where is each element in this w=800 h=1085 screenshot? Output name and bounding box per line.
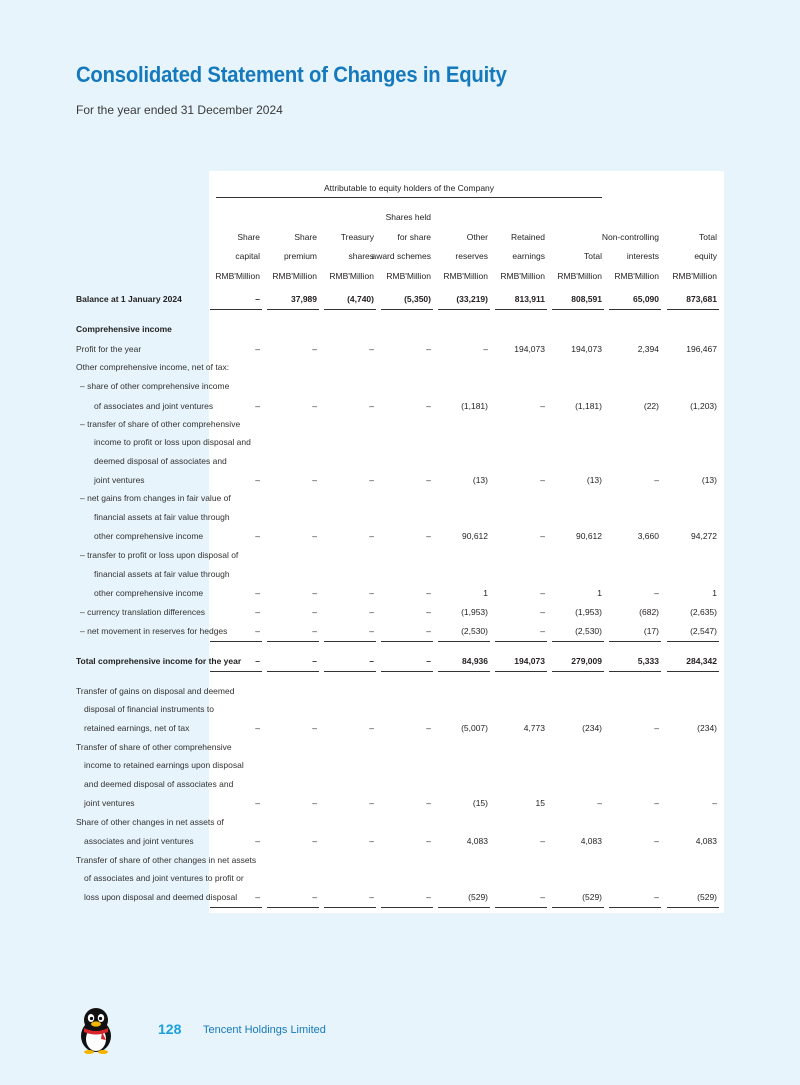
column-rule xyxy=(609,309,661,310)
column-rule xyxy=(210,671,262,672)
column-header-line: Total xyxy=(584,251,602,261)
cell-value: (13) xyxy=(472,475,488,485)
cell-value: – xyxy=(255,626,260,636)
table-row xyxy=(0,719,800,737)
cell-value: – xyxy=(312,607,317,617)
column-rule xyxy=(324,641,376,642)
column-header-line: RMB'Million xyxy=(443,270,488,281)
row-label: financial assets at fair value through xyxy=(94,512,230,522)
cell-value: (1,181) xyxy=(461,401,488,411)
column-header-line: for share xyxy=(397,231,431,242)
table-row xyxy=(0,527,800,545)
column-rule xyxy=(381,671,433,672)
cell-value: – xyxy=(712,798,717,808)
cell-value: (529) xyxy=(582,892,602,902)
cell-value: – xyxy=(369,656,374,666)
column-header-line xyxy=(428,208,488,228)
column-header-line: Total xyxy=(699,231,717,242)
cell-value: – xyxy=(540,836,545,846)
cell-value: (234) xyxy=(582,723,602,733)
cell-value: 90,612 xyxy=(462,531,488,541)
row-label: other comprehensive income xyxy=(94,531,204,541)
cell-value: – xyxy=(255,294,260,304)
cell-value: 4,083 xyxy=(466,836,488,846)
row-label: – currency translation differences xyxy=(80,607,206,617)
cell-value: 94,272 xyxy=(691,531,717,541)
row-label: income to profit or loss upon disposal and xyxy=(94,437,251,447)
column-header-line: Other xyxy=(466,231,488,242)
column-header xyxy=(657,208,717,286)
cell-value: 194,073 xyxy=(514,344,545,354)
cell-value: – xyxy=(426,344,431,354)
column-header xyxy=(314,208,374,286)
column-header-line xyxy=(314,208,374,228)
column-rule xyxy=(667,907,719,908)
cell-value: (2,530) xyxy=(575,626,602,636)
row-label: Total comprehensive income for the year xyxy=(76,656,242,666)
cell-value: – xyxy=(255,607,260,617)
column-rule xyxy=(210,641,262,642)
column-header-line: premium xyxy=(283,251,317,261)
page-title: Consolidated Statement of Changes in Equity xyxy=(76,62,507,87)
row-label: loss upon disposal and deemed disposal xyxy=(84,892,238,902)
table-row xyxy=(0,682,800,700)
cell-value: (13) xyxy=(586,475,602,485)
cell-value: – xyxy=(255,475,260,485)
row-label: other comprehensive income xyxy=(94,588,204,598)
column-rule xyxy=(495,907,547,908)
table-row xyxy=(0,546,800,564)
cell-value: (1,181) xyxy=(575,401,602,411)
cell-value: – xyxy=(312,344,317,354)
row-label: joint ventures xyxy=(84,798,135,808)
table-row xyxy=(0,452,800,470)
table-row xyxy=(0,565,800,583)
row-label: Transfer of share of other changes in net assets xyxy=(76,855,257,865)
cell-value: – xyxy=(540,626,545,636)
cell-value: – xyxy=(426,626,431,636)
column-rule xyxy=(381,641,433,642)
cell-value: – xyxy=(255,401,260,411)
column-header-line xyxy=(200,208,260,228)
cell-value: (15) xyxy=(472,798,488,808)
cell-value: (17) xyxy=(643,626,659,636)
column-rule xyxy=(667,641,719,642)
table-row xyxy=(0,320,800,338)
column-rule xyxy=(552,671,604,672)
column-rule xyxy=(267,907,319,908)
cell-value: – xyxy=(426,531,431,541)
column-header-line: reserves xyxy=(455,251,488,261)
column-header-line: RMB'Million xyxy=(672,270,717,281)
table-row xyxy=(0,652,800,670)
cell-value: – xyxy=(312,531,317,541)
cell-value: – xyxy=(426,588,431,598)
column-header xyxy=(599,208,659,286)
cell-value: 4,083 xyxy=(580,836,602,846)
column-header-line: Shares held xyxy=(385,212,431,222)
cell-value: (1,953) xyxy=(461,607,488,617)
column-header-line: Share xyxy=(237,231,260,242)
cell-value: – xyxy=(597,798,602,808)
column-header-line: Non-controlling xyxy=(601,231,659,242)
cell-value: – xyxy=(654,836,659,846)
table-row xyxy=(0,794,800,812)
cell-value: – xyxy=(312,656,317,666)
column-header-line xyxy=(485,208,545,228)
cell-value: – xyxy=(654,892,659,902)
table-row xyxy=(0,756,800,774)
column-header-line: equity xyxy=(694,251,717,261)
row-label: Comprehensive income xyxy=(76,324,172,334)
cell-value: 284,342 xyxy=(686,656,717,666)
column-rule xyxy=(495,671,547,672)
group-header-rule xyxy=(216,197,602,198)
cell-value: 1 xyxy=(483,588,488,598)
cell-value: – xyxy=(255,588,260,598)
cell-value: – xyxy=(312,588,317,598)
cell-value: 873,681 xyxy=(686,294,717,304)
table-row xyxy=(0,832,800,850)
column-header-line: RMB'Million xyxy=(500,270,545,281)
cell-value: – xyxy=(426,475,431,485)
cell-value: 1 xyxy=(712,588,717,598)
cell-value: – xyxy=(312,836,317,846)
column-header-line: interests xyxy=(626,251,659,261)
cell-value: – xyxy=(369,607,374,617)
cell-value: (529) xyxy=(697,892,717,902)
cell-value: 84,936 xyxy=(462,656,488,666)
table-row xyxy=(0,340,800,358)
cell-value: 1 xyxy=(597,588,602,598)
column-header xyxy=(485,208,545,286)
column-header-line xyxy=(657,208,717,228)
cell-value: – xyxy=(540,401,545,411)
table-row xyxy=(0,869,800,887)
cell-value: – xyxy=(426,798,431,808)
table-row xyxy=(0,433,800,451)
row-label: of associates and joint ventures xyxy=(94,401,214,411)
column-header xyxy=(257,208,317,286)
cell-value: 194,073 xyxy=(571,344,602,354)
column-rule xyxy=(324,907,376,908)
row-label: – share of other comprehensive income xyxy=(80,381,230,391)
row-label: of associates and joint ventures to profit or xyxy=(84,873,244,883)
column-header-line: capital xyxy=(235,251,260,261)
cell-value: 65,090 xyxy=(633,294,659,304)
column-rule xyxy=(438,641,490,642)
cell-value: (529) xyxy=(468,892,488,902)
group-header: Attributable to equity holders of the Company xyxy=(323,183,495,193)
cell-value: – xyxy=(312,892,317,902)
row-label: associates and joint ventures xyxy=(84,836,194,846)
cell-value: – xyxy=(654,588,659,598)
column-rule xyxy=(210,309,262,310)
page-number: 128 xyxy=(158,1021,182,1037)
cell-value: – xyxy=(255,798,260,808)
column-header-line xyxy=(257,208,317,228)
cell-value: (1,203) xyxy=(690,401,717,411)
cell-value: 4,083 xyxy=(695,836,717,846)
cell-value: – xyxy=(369,401,374,411)
column-header-line: earnings xyxy=(512,251,545,261)
cell-value: (5,350) xyxy=(404,294,431,304)
cell-value: 5,333 xyxy=(637,656,659,666)
cell-value: (22) xyxy=(643,401,659,411)
row-label: – transfer of share of other comprehensive xyxy=(80,419,241,429)
cell-value: – xyxy=(255,836,260,846)
cell-value: – xyxy=(426,607,431,617)
cell-value: – xyxy=(540,892,545,902)
cell-value: – xyxy=(312,798,317,808)
cell-value: – xyxy=(255,892,260,902)
row-label: financial assets at fair value through xyxy=(94,569,230,579)
column-rule xyxy=(324,671,376,672)
column-rule xyxy=(552,641,604,642)
column-header-line: Share xyxy=(294,231,317,242)
cell-value: (682) xyxy=(639,607,659,617)
cell-value: – xyxy=(312,723,317,733)
row-label: retained earnings, net of tax xyxy=(84,723,190,733)
column-rule xyxy=(210,907,262,908)
column-rule xyxy=(667,309,719,310)
column-header-line: award schemes xyxy=(371,251,431,261)
column-header xyxy=(200,208,260,286)
column-rule xyxy=(495,309,547,310)
column-rule xyxy=(267,309,319,310)
column-header xyxy=(371,208,431,286)
cell-value: 194,073 xyxy=(514,656,545,666)
table-row xyxy=(0,813,800,831)
column-header-line: RMB'Million xyxy=(557,270,602,281)
cell-value: (2,530) xyxy=(461,626,488,636)
table-row xyxy=(0,489,800,507)
cell-value: – xyxy=(426,401,431,411)
column-header xyxy=(542,208,602,286)
row-label: Profit for the year xyxy=(76,344,142,354)
cell-value: 15 xyxy=(535,798,545,808)
table-row xyxy=(0,290,800,308)
cell-value: – xyxy=(540,588,545,598)
cell-value: – xyxy=(369,531,374,541)
column-rule xyxy=(267,671,319,672)
cell-value: (5,007) xyxy=(461,723,488,733)
column-header-line: RMB'Million xyxy=(329,270,374,281)
column-rule xyxy=(438,309,490,310)
column-rule xyxy=(381,907,433,908)
cell-value: (33,219) xyxy=(456,294,488,304)
cell-value: – xyxy=(483,344,488,354)
column-header-line: RMB'Million xyxy=(215,270,260,281)
cell-value: – xyxy=(426,656,431,666)
column-rule xyxy=(609,641,661,642)
column-header-line xyxy=(542,228,602,248)
row-label: Other comprehensive income, net of tax: xyxy=(76,362,230,372)
column-rule xyxy=(495,641,547,642)
row-label: Transfer of gains on disposal and deemed xyxy=(76,686,235,696)
cell-value: 2,394 xyxy=(637,344,659,354)
column-header-line: Retained xyxy=(510,231,545,242)
column-header xyxy=(428,208,488,286)
cell-value: 196,467 xyxy=(686,344,717,354)
row-label: joint ventures xyxy=(94,475,145,485)
table-row xyxy=(0,471,800,489)
cell-value: 37,989 xyxy=(291,294,317,304)
column-header-line: shares xyxy=(348,251,374,261)
cell-value: (234) xyxy=(697,723,717,733)
table-row xyxy=(0,775,800,793)
column-rule xyxy=(667,671,719,672)
column-header-line: RMB'Million xyxy=(386,270,431,281)
cell-value: – xyxy=(369,344,374,354)
table-row xyxy=(0,700,800,718)
column-rule xyxy=(438,671,490,672)
cell-value: – xyxy=(369,892,374,902)
table-row xyxy=(0,415,800,433)
cell-value: – xyxy=(312,401,317,411)
table-row xyxy=(0,622,800,640)
cell-value: 90,612 xyxy=(576,531,602,541)
table-row xyxy=(0,603,800,621)
cell-value: – xyxy=(255,344,260,354)
cell-value: – xyxy=(426,723,431,733)
cell-value: 279,009 xyxy=(571,656,602,666)
cell-value: 4,773 xyxy=(523,723,545,733)
row-label: disposal of financial instruments to xyxy=(84,704,214,714)
cell-value: 808,591 xyxy=(571,294,602,304)
cell-value: – xyxy=(255,723,260,733)
table-row xyxy=(0,377,800,395)
column-header-line: RMB'Million xyxy=(272,270,317,281)
table-row xyxy=(0,508,800,526)
row-label: deemed disposal of associates and xyxy=(94,456,227,466)
column-rule xyxy=(324,309,376,310)
cell-value: – xyxy=(369,588,374,598)
cell-value: – xyxy=(654,723,659,733)
cell-value: – xyxy=(255,656,260,666)
column-header-line: Treasury xyxy=(340,231,374,242)
cell-value: – xyxy=(369,798,374,808)
cell-value: (2,547) xyxy=(690,626,717,636)
penguin-logo-icon xyxy=(76,1006,116,1054)
cell-value: – xyxy=(255,531,260,541)
row-label: and deemed disposal of associates and xyxy=(84,779,234,789)
row-label: Balance at 1 January 2024 xyxy=(76,294,182,304)
cell-value: – xyxy=(369,723,374,733)
column-rule xyxy=(609,907,661,908)
table-row xyxy=(0,851,800,869)
cell-value: (4,740) xyxy=(347,294,374,304)
cell-value: 813,911 xyxy=(514,294,545,304)
column-rule xyxy=(609,671,661,672)
table-row xyxy=(0,738,800,756)
cell-value: (1,953) xyxy=(575,607,602,617)
cell-value: – xyxy=(369,836,374,846)
cell-value: (2,635) xyxy=(690,607,717,617)
cell-value: – xyxy=(312,475,317,485)
row-label: – transfer to profit or loss upon disposal of xyxy=(80,550,239,560)
column-header-line xyxy=(542,208,602,228)
row-label: Transfer of share of other comprehensive xyxy=(76,742,232,752)
cell-value: – xyxy=(369,475,374,485)
company-name: Tencent Holdings Limited xyxy=(203,1024,326,1036)
cell-value: – xyxy=(654,798,659,808)
table-row xyxy=(0,584,800,602)
page-subtitle: For the year ended 31 December 2024 xyxy=(76,103,283,117)
column-header-line: RMB'Million xyxy=(614,270,659,281)
cell-value: – xyxy=(540,607,545,617)
cell-value: – xyxy=(654,475,659,485)
row-label: – net movement in reserves for hedges xyxy=(80,626,228,636)
table-row xyxy=(0,888,800,906)
cell-value: – xyxy=(426,892,431,902)
row-label: – net gains from changes in fair value of xyxy=(80,493,231,503)
row-label: Share of other changes in net assets of xyxy=(76,817,224,827)
table-row xyxy=(0,397,800,415)
cell-value: – xyxy=(540,531,545,541)
table-row xyxy=(0,358,800,376)
column-header-line xyxy=(599,208,659,228)
cell-value: 3,660 xyxy=(637,531,659,541)
row-label: income to retained earnings upon disposal xyxy=(84,760,244,770)
column-rule xyxy=(267,641,319,642)
column-rule xyxy=(381,309,433,310)
column-rule xyxy=(438,907,490,908)
column-rule xyxy=(552,309,604,310)
cell-value: – xyxy=(312,626,317,636)
cell-value: (13) xyxy=(701,475,717,485)
column-rule xyxy=(552,907,604,908)
cell-value: – xyxy=(369,626,374,636)
cell-value: – xyxy=(540,475,545,485)
cell-value: – xyxy=(426,836,431,846)
